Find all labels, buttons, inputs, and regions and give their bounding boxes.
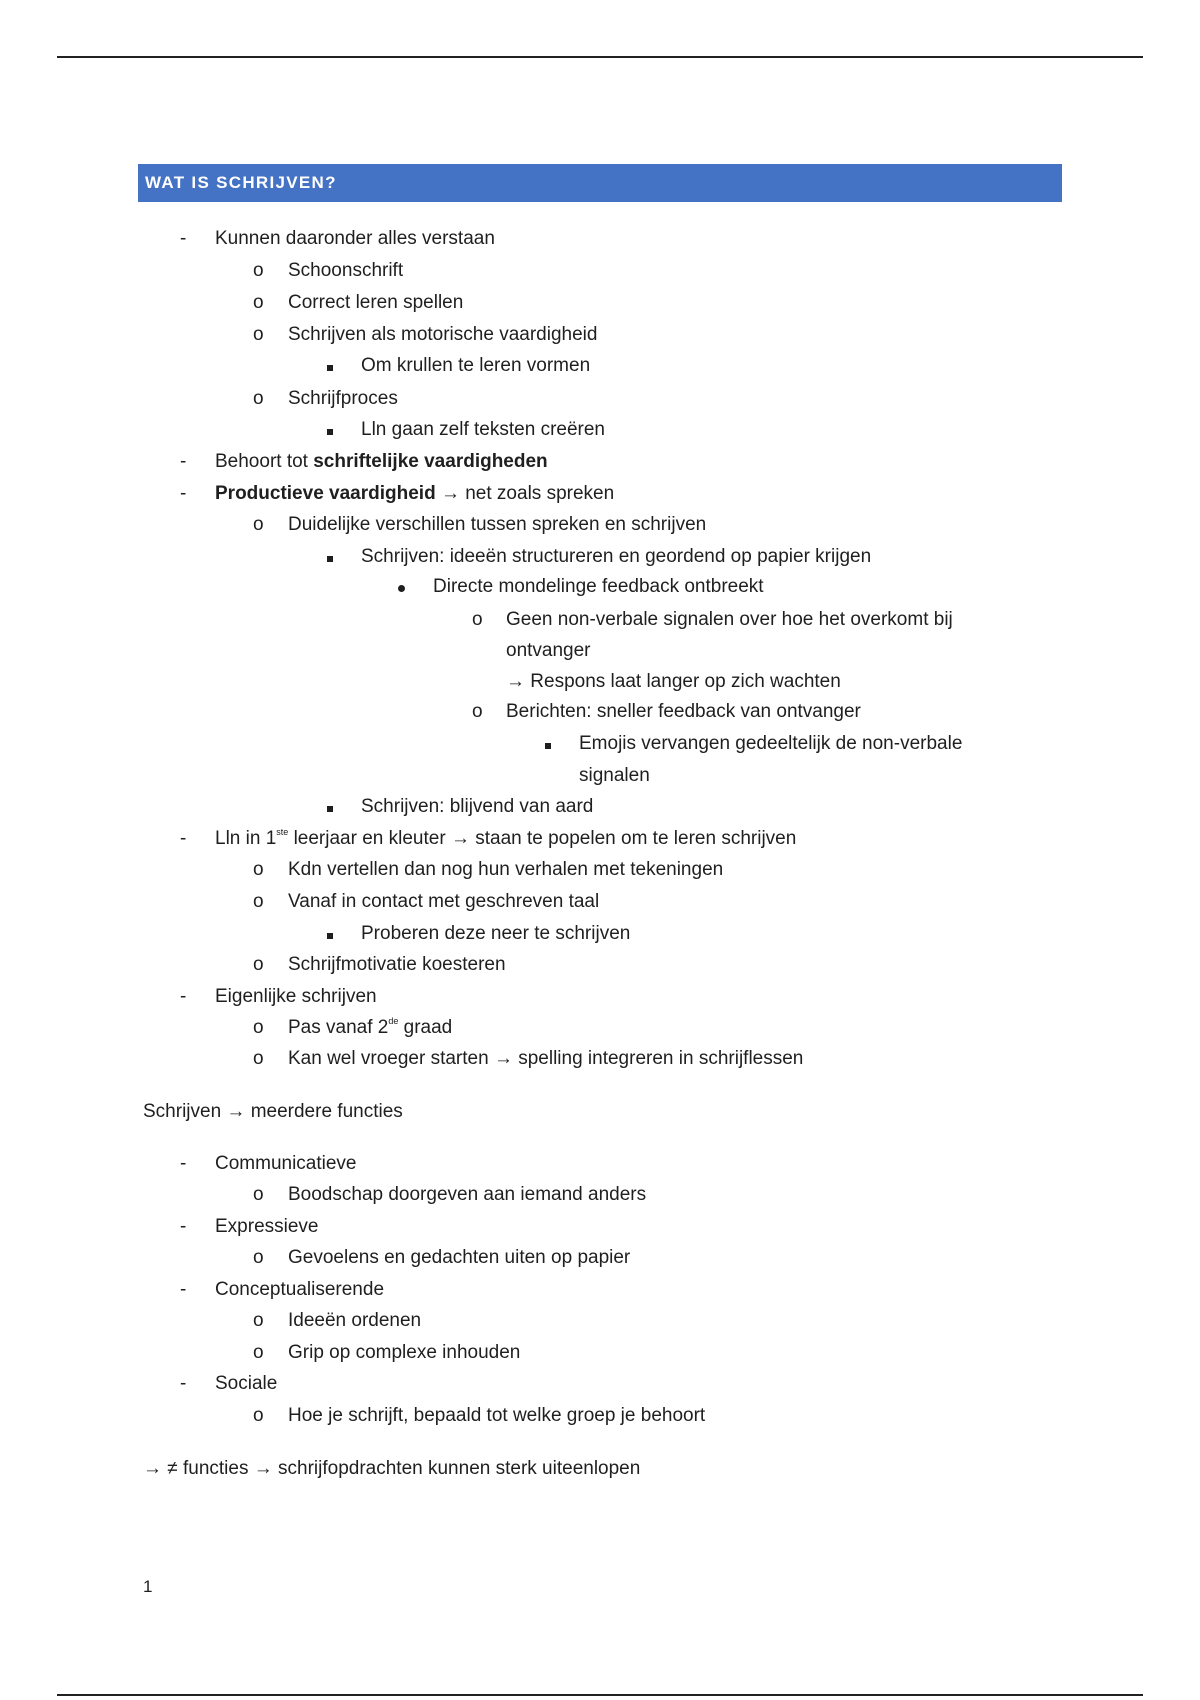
list-item: Schoonschrift: [288, 260, 404, 281]
circle-bullet: o: [253, 954, 264, 975]
dash-bullet: -: [180, 1279, 187, 1300]
circle-bullet: o: [253, 1405, 264, 1426]
list-item: Schrijfproces: [288, 388, 398, 409]
circle-bullet: o: [253, 1247, 264, 1268]
list-item: Hoe je schrijft, bepaald tot welke groep je behoort: [288, 1405, 706, 1426]
list-item: Conceptualiserende: [215, 1279, 385, 1300]
list-item: Schrijfmotivatie koesteren: [288, 954, 506, 975]
list-item: Behoort tot schriftelijke vaardigheden: [215, 451, 548, 472]
dash-bullet: -: [180, 228, 187, 249]
list-item: Geen non-verbale signalen over hoe het overkomt bij: [506, 609, 953, 630]
dot-bullet-icon: [398, 575, 405, 599]
circle-bullet: o: [253, 388, 264, 409]
list-item: Productieve vaardigheid → net zoals spreken: [215, 483, 615, 504]
circle-bullet: o: [253, 1342, 264, 1363]
circle-bullet: o: [253, 1048, 264, 1069]
square-bullet-icon: [327, 922, 333, 946]
list-item: Correct leren spellen: [288, 292, 464, 313]
section-heading: WAT IS SCHRIJVEN?: [138, 164, 1062, 202]
list-item: Communicatieve: [215, 1153, 357, 1174]
list-item: Sociale: [215, 1373, 278, 1394]
list-item: Om krullen te leren vormen: [361, 355, 591, 376]
list-item: Lln gaan zelf teksten creëren: [361, 419, 605, 440]
list-item-continuation: signalen: [579, 765, 650, 786]
list-item: Vanaf in contact met geschreven taal: [288, 891, 600, 912]
list-item: Kan wel vroeger starten → spelling integreren in schrijflessen: [288, 1048, 804, 1069]
list-item: Kunnen daaronder alles verstaan: [215, 228, 495, 249]
list-item: Pas vanaf 2de graad: [288, 1016, 453, 1038]
circle-bullet: o: [253, 891, 264, 912]
dash-bullet: -: [180, 828, 187, 849]
list-item: Lln in 1ste leerjaar en kleuter → staan te popelen om te leren schrijven: [215, 827, 797, 849]
paragraph: Schrijven → meerdere functies: [143, 1101, 403, 1122]
square-bullet-icon: [545, 732, 551, 756]
dash-bullet: -: [180, 1373, 187, 1394]
bottom-rule: [57, 1694, 1143, 1696]
dash-bullet: -: [180, 1216, 187, 1237]
dash-bullet: -: [180, 986, 187, 1007]
square-bullet-icon: [327, 354, 333, 378]
list-item: Ideeën ordenen: [288, 1310, 422, 1331]
list-item: Expressieve: [215, 1216, 319, 1237]
list-item: Gevoelens en gedachten uiten op papier: [288, 1247, 631, 1268]
circle-bullet: o: [253, 514, 264, 535]
list-item: Grip op complexe inhouden: [288, 1342, 521, 1363]
list-item: Schrijven: blijvend van aard: [361, 796, 594, 817]
circle-bullet: o: [253, 1184, 264, 1205]
list-item: Kdn vertellen dan nog hun verhalen met tekeningen: [288, 859, 724, 880]
square-bullet-icon: [327, 418, 333, 442]
list-item: Emojis vervangen gedeeltelijk de non-verbale: [579, 733, 963, 754]
list-item: Schrijven: ideeën structureren en geordend op papier krijgen: [361, 546, 872, 567]
page-number: 1: [143, 1577, 153, 1596]
list-item: Proberen deze neer te schrijven: [361, 923, 631, 944]
circle-bullet: o: [472, 609, 483, 630]
paragraph: → ≠ functies → schrijfopdrachten kunnen sterk uiteenlopen: [143, 1458, 641, 1479]
top-rule: [57, 56, 1143, 58]
circle-bullet: o: [253, 260, 264, 281]
list-item: Duidelijke verschillen tussen spreken en schrijven: [288, 514, 707, 535]
list-item: Eigenlijke schrijven: [215, 986, 377, 1007]
circle-bullet: o: [253, 1310, 264, 1331]
dash-bullet: -: [180, 1153, 187, 1174]
square-bullet-icon: [327, 795, 333, 819]
circle-bullet: o: [253, 292, 264, 313]
circle-bullet: o: [253, 859, 264, 880]
list-item: Schrijven als motorische vaardigheid: [288, 324, 598, 345]
list-item: Boodschap doorgeven aan iemand anders: [288, 1184, 647, 1205]
circle-bullet: o: [253, 1017, 264, 1038]
dash-bullet: -: [180, 483, 187, 504]
list-item-continuation: → Respons laat langer op zich wachten: [506, 671, 841, 692]
list-item: Directe mondelinge feedback ontbreekt: [433, 576, 764, 597]
dash-bullet: -: [180, 451, 187, 472]
list-item-continuation: ontvanger: [506, 640, 591, 661]
circle-bullet: o: [472, 701, 483, 722]
circle-bullet: o: [253, 324, 264, 345]
list-item: Berichten: sneller feedback van ontvanger: [506, 701, 861, 722]
square-bullet-icon: [327, 545, 333, 569]
